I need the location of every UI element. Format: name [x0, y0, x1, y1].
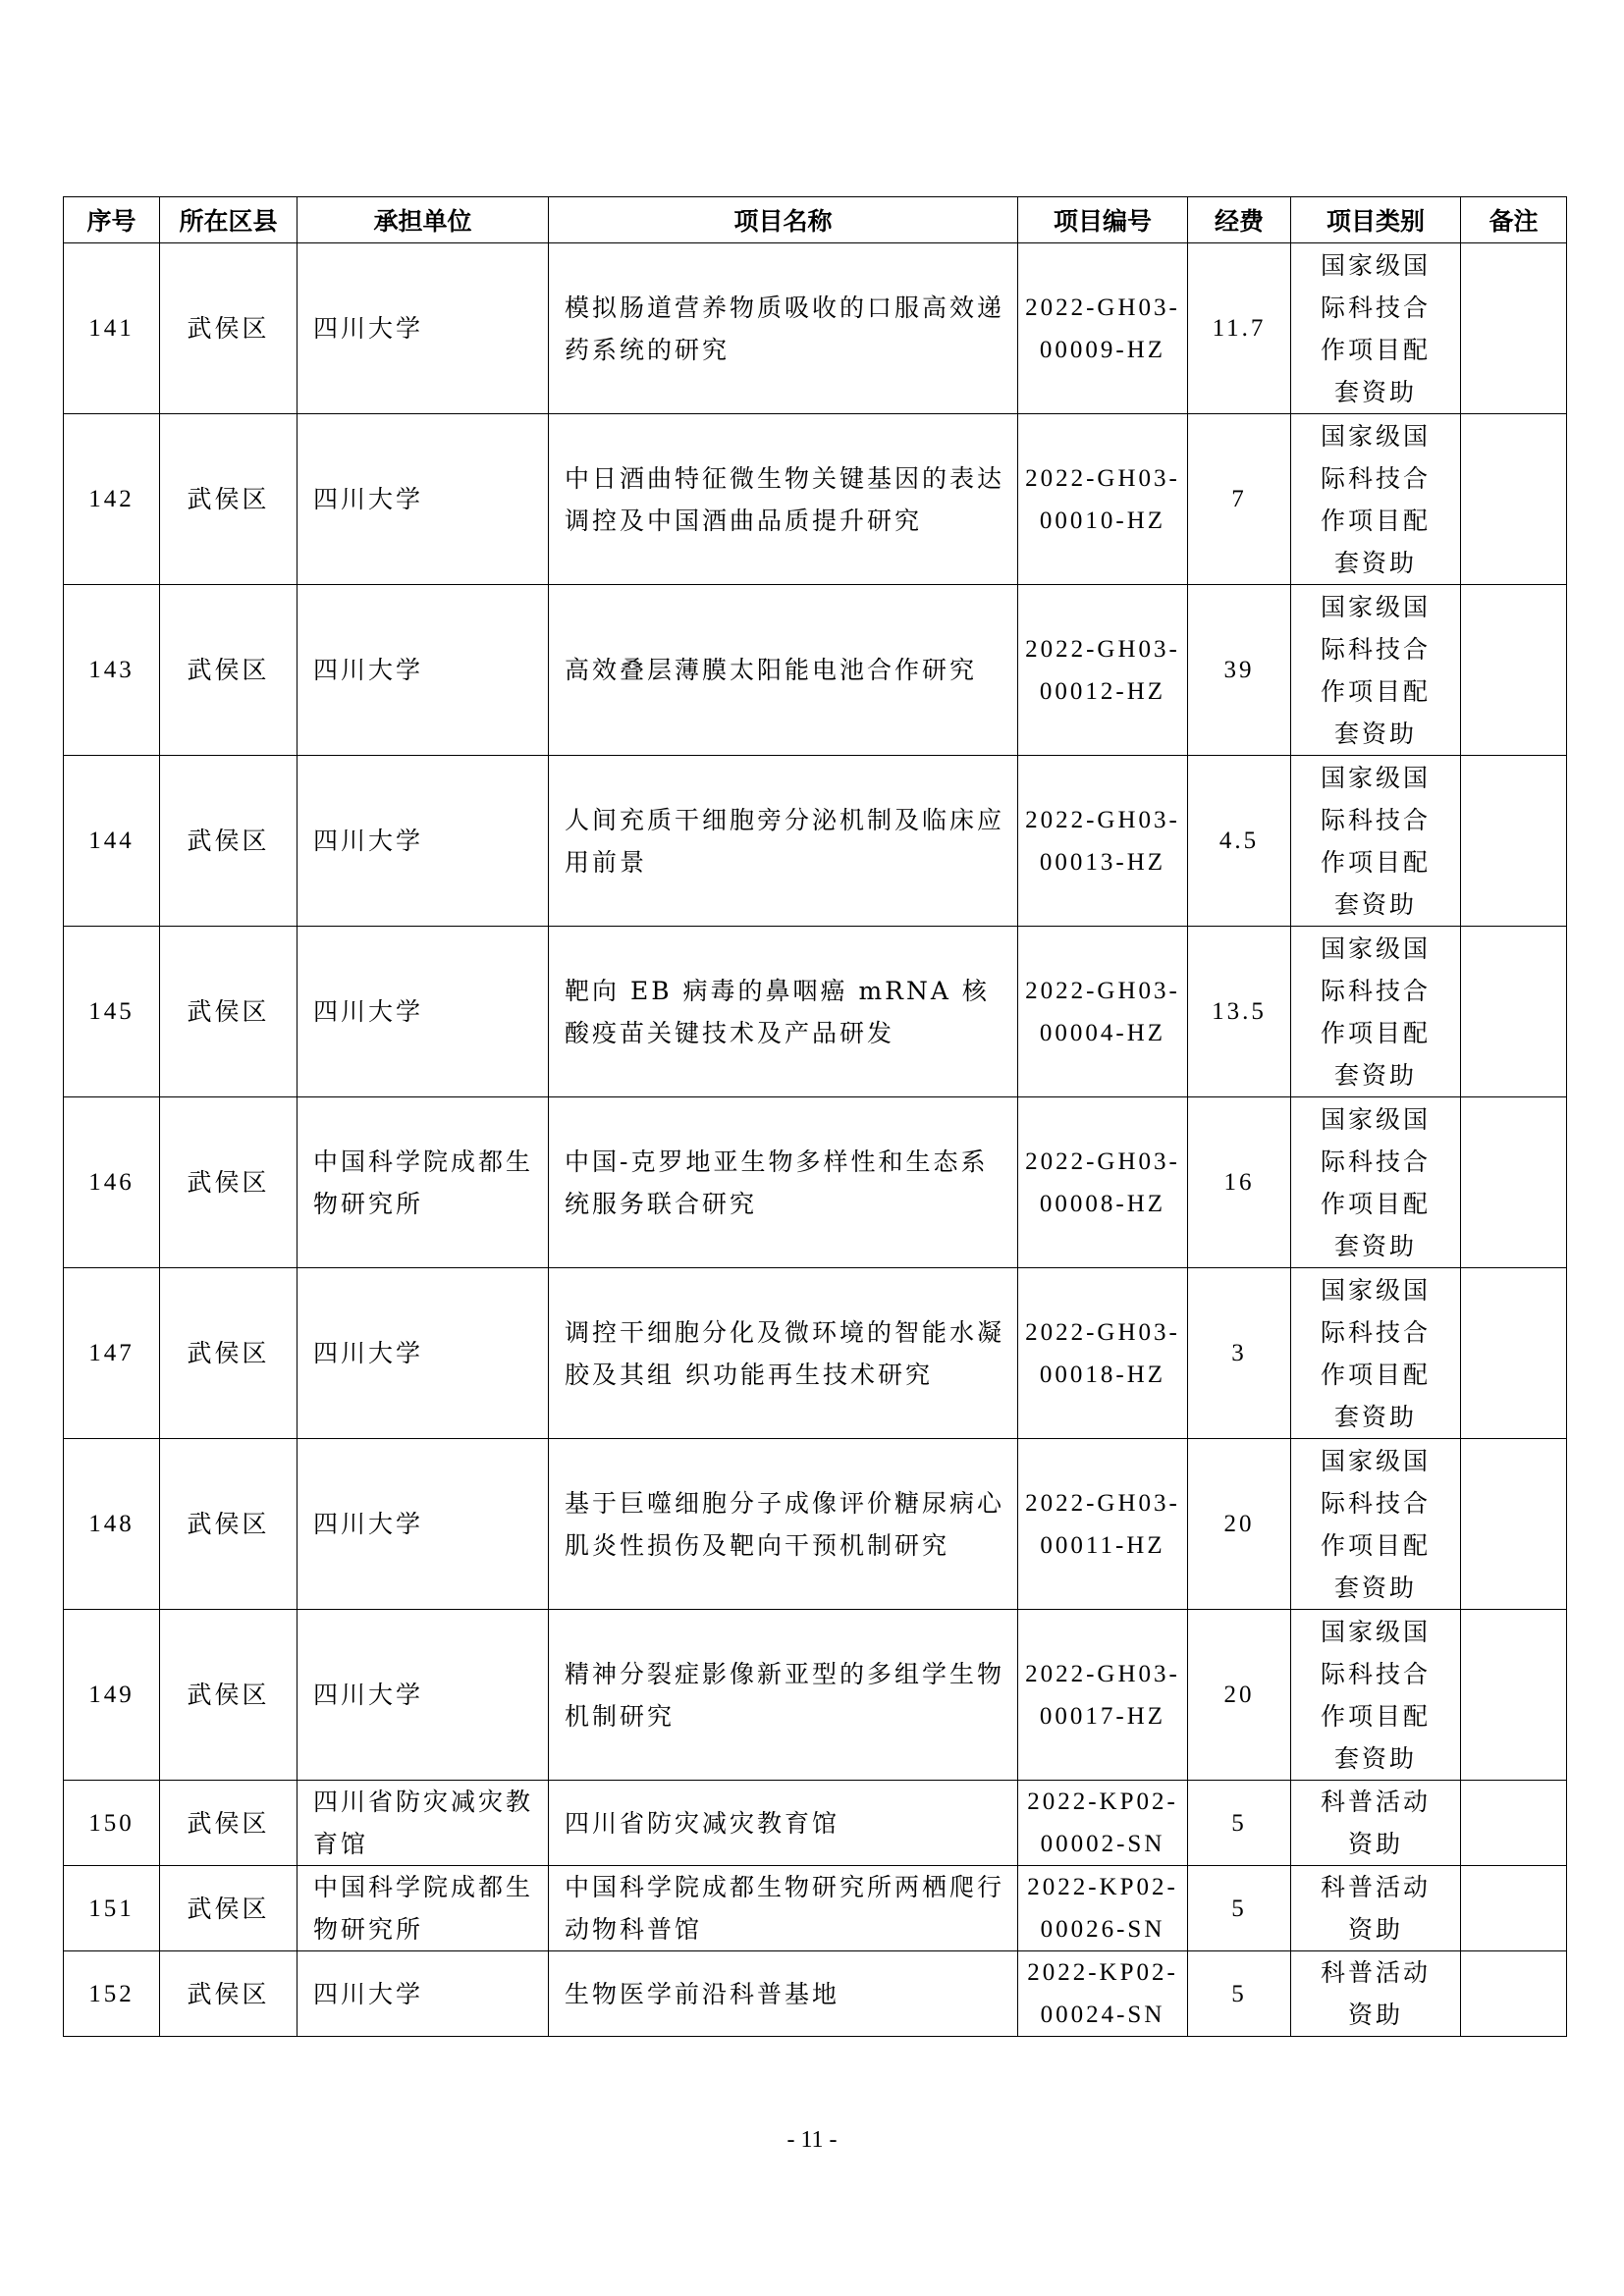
column-header: 备注: [1461, 197, 1567, 243]
remark-cell: [1461, 585, 1567, 756]
organization-cell: 四川大学: [298, 243, 549, 414]
project-code-line: 2022-GH03-: [1025, 977, 1180, 1004]
category-line: 国家级国: [1320, 1104, 1431, 1134]
category-line: 作项目配: [1320, 506, 1431, 535]
category-line: 作项目配: [1320, 676, 1431, 706]
category-cell: [1291, 243, 1461, 414]
district-cell: 武侯区: [160, 585, 298, 756]
district-cell: 武侯区: [160, 1866, 298, 1951]
project-table: [63, 196, 1567, 2037]
project-name-cell: 模拟肠道营养物质吸收的口服高效递药系统的研究: [549, 243, 1018, 414]
category-cell: [1291, 414, 1461, 585]
project-name-cell: 中日酒曲特征微生物关键基因的表达调控及中国酒曲品质提升研究: [549, 414, 1018, 585]
category-line: 作项目配: [1320, 847, 1431, 877]
project-name-cell: 精神分裂症影像新亚型的多组学生物机制研究: [549, 1610, 1018, 1781]
category-line: 国家级国: [1320, 1617, 1431, 1646]
category-cell: [1291, 1951, 1461, 2037]
project-code-line: 00008-HZ: [1039, 1190, 1166, 1217]
district-cell: 武侯区: [160, 756, 298, 927]
project-name-cell: 生物医学前沿科普基地: [549, 1951, 1018, 2037]
table-row: [64, 243, 1567, 414]
category-line: 科普活动: [1320, 1873, 1431, 1901]
category-line: 国家级国: [1320, 1446, 1431, 1475]
project-code-line: 2022-GH03-: [1025, 635, 1180, 663]
table-row: [64, 927, 1567, 1097]
table-row: [64, 585, 1567, 756]
project-code-cell: [1018, 1439, 1188, 1610]
project-code-line: 00026-SN: [1040, 1916, 1165, 1943]
page-number: - 11 -: [786, 2127, 838, 2153]
organization-cell: 中国科学院成都生物研究所: [298, 1866, 549, 1951]
table-body: [64, 243, 1567, 2037]
project-code-cell: [1018, 585, 1188, 756]
project-code-line: 00009-HZ: [1039, 336, 1166, 363]
district-cell: 武侯区: [160, 1097, 298, 1268]
category-cell: [1291, 1781, 1461, 1866]
fund-cell: 5: [1188, 1951, 1291, 2037]
row-number-cell: 146: [64, 1097, 160, 1268]
row-number-cell: 147: [64, 1268, 160, 1439]
category-line: 国家级国: [1320, 763, 1431, 792]
project-code-line: 2022-KP02-: [1027, 1959, 1178, 1986]
project-name-cell: 靶向 EB 病毒的鼻咽癌 mRNA 核酸疫苗关键技术及产品研发: [549, 927, 1018, 1097]
remark-cell: [1461, 1439, 1567, 1610]
category-line: 套资助: [1333, 377, 1417, 406]
row-number-cell: 148: [64, 1439, 160, 1610]
project-name-cell: 高效叠层薄膜太阳能电池合作研究: [549, 585, 1018, 756]
project-name-cell: 四川省防灾减灾教育馆: [549, 1781, 1018, 1866]
project-code-cell: [1018, 756, 1188, 927]
project-code-line: 2022-GH03-: [1025, 1148, 1180, 1175]
organization-cell: 四川大学: [298, 1268, 549, 1439]
fund-cell: 11.7: [1188, 243, 1291, 414]
district-cell: 武侯区: [160, 1268, 298, 1439]
row-number-cell: 152: [64, 1951, 160, 2037]
project-name-cell: 人间充质干细胞旁分泌机制及临床应用前景: [549, 756, 1018, 927]
category-line: 国家级国: [1320, 421, 1431, 451]
project-name-cell: 中国科学院成都生物研究所两栖爬行动物科普馆: [549, 1866, 1018, 1951]
category-cell: [1291, 927, 1461, 1097]
row-number-cell: 151: [64, 1866, 160, 1951]
category-line: 际科技合: [1320, 1317, 1431, 1347]
category-line: 套资助: [1333, 1060, 1417, 1090]
remark-cell: [1461, 1610, 1567, 1781]
category-line: 套资助: [1333, 889, 1417, 919]
category-line: 国家级国: [1320, 934, 1431, 963]
category-line: 套资助: [1333, 548, 1417, 577]
category-line: 套资助: [1333, 1402, 1417, 1431]
row-number-cell: 142: [64, 414, 160, 585]
fund-cell: 20: [1188, 1610, 1291, 1781]
table-row: [64, 756, 1567, 927]
category-line: 套资助: [1333, 1231, 1417, 1260]
fund-cell: 13.5: [1188, 927, 1291, 1097]
column-header: 项目名称: [549, 197, 1018, 243]
project-code-line: 00011-HZ: [1040, 1531, 1165, 1559]
remark-cell: [1461, 1781, 1567, 1866]
remark-cell: [1461, 1951, 1567, 2037]
column-header: 承担单位: [298, 197, 549, 243]
fund-cell: 7: [1188, 414, 1291, 585]
row-number-cell: 145: [64, 927, 160, 1097]
project-code-line: 00024-SN: [1040, 2002, 1165, 2028]
category-line: 科普活动: [1320, 1958, 1431, 1987]
category-line: 作项目配: [1320, 1018, 1431, 1047]
header-row: [64, 197, 1567, 243]
table-row: [64, 1610, 1567, 1781]
category-line: 际科技合: [1320, 463, 1431, 493]
project-code-line: 00017-HZ: [1039, 1702, 1166, 1730]
row-number-cell: 143: [64, 585, 160, 756]
project-code-line: 00012-HZ: [1039, 677, 1166, 705]
category-line: 作项目配: [1320, 1530, 1431, 1560]
project-code-cell: [1018, 414, 1188, 585]
column-header: 序号: [64, 197, 160, 243]
category-line: 资助: [1347, 2001, 1403, 2029]
category-cell: [1291, 1097, 1461, 1268]
project-name-cell: 基于巨噬细胞分子成像评价糖尿病心肌炎性损伤及靶向干预机制研究: [549, 1439, 1018, 1610]
project-code-cell: [1018, 1097, 1188, 1268]
remark-cell: [1461, 1097, 1567, 1268]
category-cell: [1291, 1610, 1461, 1781]
category-line: 作项目配: [1320, 335, 1431, 364]
fund-cell: 3: [1188, 1268, 1291, 1439]
project-code-line: 2022-GH03-: [1025, 1318, 1180, 1346]
fund-cell: 5: [1188, 1866, 1291, 1951]
category-line: 际科技合: [1320, 634, 1431, 664]
category-line: 科普活动: [1320, 1788, 1431, 1816]
category-line: 际科技合: [1320, 805, 1431, 834]
category-line: 套资助: [1333, 1573, 1417, 1602]
category-line: 套资助: [1333, 1743, 1417, 1773]
column-header: 项目类别: [1291, 197, 1461, 243]
district-cell: 武侯区: [160, 414, 298, 585]
fund-cell: 16: [1188, 1097, 1291, 1268]
category-cell: [1291, 756, 1461, 927]
table-row: [64, 1781, 1567, 1866]
organization-cell: 四川大学: [298, 927, 549, 1097]
project-code-line: 2022-KP02-: [1027, 1874, 1178, 1900]
category-line: 国家级国: [1320, 250, 1431, 280]
project-code-cell: [1018, 1610, 1188, 1781]
organization-cell: 四川大学: [298, 414, 549, 585]
project-code-cell: [1018, 1268, 1188, 1439]
category-line: 国家级国: [1320, 592, 1431, 621]
project-code-line: 00002-SN: [1040, 1831, 1165, 1857]
category-line: 际科技合: [1320, 1488, 1431, 1518]
fund-cell: 4.5: [1188, 756, 1291, 927]
project-code-cell: [1018, 243, 1188, 414]
project-name-cell: 中国-克罗地亚生物多样性和生态系统服务联合研究: [549, 1097, 1018, 1268]
table-row: [64, 1439, 1567, 1610]
row-number-cell: 144: [64, 756, 160, 927]
category-line: 资助: [1347, 1915, 1403, 1944]
remark-cell: [1461, 1866, 1567, 1951]
project-code-cell: [1018, 1781, 1188, 1866]
district-cell: 武侯区: [160, 1439, 298, 1610]
organization-cell: 四川大学: [298, 585, 549, 756]
table-row: [64, 1951, 1567, 2037]
fund-cell: 20: [1188, 1439, 1291, 1610]
category-line: 作项目配: [1320, 1360, 1431, 1389]
project-code-line: 00018-HZ: [1039, 1361, 1166, 1388]
category-cell: [1291, 585, 1461, 756]
table-row: [64, 1866, 1567, 1951]
category-cell: [1291, 1866, 1461, 1951]
category-line: 际科技合: [1320, 293, 1431, 322]
category-line: 资助: [1347, 1830, 1403, 1858]
category-line: 套资助: [1333, 719, 1417, 748]
district-cell: 武侯区: [160, 1781, 298, 1866]
organization-cell: 四川大学: [298, 1610, 549, 1781]
category-line: 际科技合: [1320, 1147, 1431, 1176]
category-line: 际科技合: [1320, 1659, 1431, 1688]
category-line: 作项目配: [1320, 1189, 1431, 1218]
table-row: [64, 414, 1567, 585]
organization-cell: 四川大学: [298, 1439, 549, 1610]
category-cell: [1291, 1268, 1461, 1439]
organization-cell: 中国科学院成都生物研究所: [298, 1097, 549, 1268]
row-number-cell: 149: [64, 1610, 160, 1781]
organization-cell: 四川省防灾减灾教育馆: [298, 1781, 549, 1866]
category-line: 国家级国: [1320, 1275, 1431, 1305]
remark-cell: [1461, 414, 1567, 585]
project-code-cell: [1018, 1951, 1188, 2037]
table-row: [64, 1097, 1567, 1268]
category-cell: [1291, 1439, 1461, 1610]
fund-cell: 5: [1188, 1781, 1291, 1866]
remark-cell: [1461, 1268, 1567, 1439]
project-code-line: 00013-HZ: [1039, 848, 1166, 876]
project-code-line: 2022-GH03-: [1025, 1489, 1180, 1517]
organization-cell: 四川大学: [298, 756, 549, 927]
table-row: [64, 1268, 1567, 1439]
district-cell: 武侯区: [160, 1951, 298, 2037]
project-code-line: 2022-GH03-: [1025, 1660, 1180, 1687]
district-cell: 武侯区: [160, 927, 298, 1097]
project-code-line: 2022-KP02-: [1027, 1789, 1178, 1815]
project-code-cell: [1018, 927, 1188, 1097]
organization-cell: 四川大学: [298, 1951, 549, 2037]
row-number-cell: 141: [64, 243, 160, 414]
category-line: 作项目配: [1320, 1701, 1431, 1731]
fund-cell: 39: [1188, 585, 1291, 756]
district-cell: 武侯区: [160, 1610, 298, 1781]
remark-cell: [1461, 756, 1567, 927]
column-header: 项目编号: [1018, 197, 1188, 243]
project-code-line: 2022-GH03-: [1025, 294, 1180, 321]
project-code-line: 00010-HZ: [1039, 507, 1166, 534]
project-code-line: 2022-GH03-: [1025, 464, 1180, 492]
row-number-cell: 150: [64, 1781, 160, 1866]
project-code-line: 00004-HZ: [1039, 1019, 1166, 1046]
project-code-line: 2022-GH03-: [1025, 806, 1180, 833]
remark-cell: [1461, 927, 1567, 1097]
column-header: 所在区县: [160, 197, 298, 243]
column-header: 经费: [1188, 197, 1291, 243]
project-code-cell: [1018, 1866, 1188, 1951]
district-cell: 武侯区: [160, 243, 298, 414]
remark-cell: [1461, 243, 1567, 414]
project-name-cell: 调控干细胞分化及微环境的智能水凝胶及其组 织功能再生技术研究: [549, 1268, 1018, 1439]
category-line: 际科技合: [1320, 976, 1431, 1005]
